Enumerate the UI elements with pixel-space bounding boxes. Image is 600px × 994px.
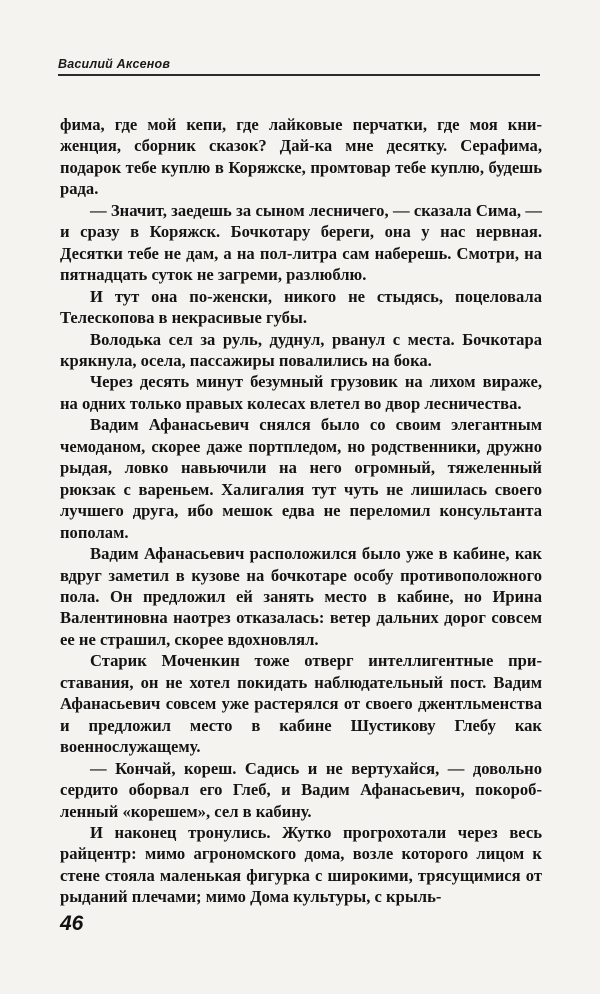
paragraph: И наконец тронулись. Жутко прогрохотали через весь райцентр: мимо агрономского дома, возле которого лицом к стене стояла маленькая фигурка с широкими, трясущимися от рыданий плечами; мимо Дома культуры, с крыль- [60, 822, 542, 907]
header-rule [58, 74, 540, 76]
paragraph: Вадим Афанасьевич расположился было уже в кабине, как вдруг заметил в кузове на бочкотаре особу противоположного пола. Он предложил ей занять место в кабине, но Ирина Валентиновна наотрез отказалась: ветер дальних дорог совсем ее не страшил, скорее вдохновлял. [60, 544, 542, 649]
paragraph: Володька сел за руль, дуднул, рванул с места. Бочкотара крякнула, осела, пассажиры повалились на бока. [60, 329, 542, 370]
paragraph: фима, где мой кепи, где лайковые перчатки, где моя книженция, сборник сказок? Дай-ка мне десятку. Серафима, подарок тебе куплю в Коряжске, промтовар тебе куплю, будешь рада. [60, 115, 542, 199]
paragraph: Вадим Афанасьевич снялся было со своим элегантным чемоданом, скорее даже портпледом, но родственники, дружно рыдая, ловко навьючили на него огромный, тяжеленный рюкзак с вареньем. Халигалия тут чуть не лишилась своего лучшего друга, ибо мешок едва не переломил консультанта пополам. [60, 415, 542, 542]
page-number: 46 [60, 912, 84, 935]
paragraph: — Значит, заедешь за сыном лесничего, — сказала Сима, — и сразу в Коряжск. Бочкотару береги, она у нас нервная. Десятки тебе не дам, а на пол-литра сам наберешь. Смотри, на пятнадцать суток не загреми, разлюблю. [60, 200, 542, 285]
paragraph: — Кончай, кореш. Садись и не вертухайся, — довольно сердито оборвал его Глеб, и Вадим Афанасьевич, покоробленный «корешем», сел в кабину. [60, 758, 542, 821]
paragraph: Старик Моченкин тоже отверг интеллигентные приставания, он не хотел покидать наблюдательный пост. Вадим Афанасьевич совсем уже растерялся от своего джентльменства и предложил место в кабине Шустикову Глебу как военнослужащему. [60, 651, 542, 757]
running-head: Василий Аксенов [58, 57, 171, 71]
body-text [60, 114, 542, 908]
paragraph: Через десять минут безумный грузовик на лихом вираже, на одних только правых колесах влетел во двор лесничества. [60, 372, 542, 413]
paragraph: И тут она по-женски, никого не стыдясь, поцеловала Телескопова в некрасивые губы. [60, 286, 542, 328]
